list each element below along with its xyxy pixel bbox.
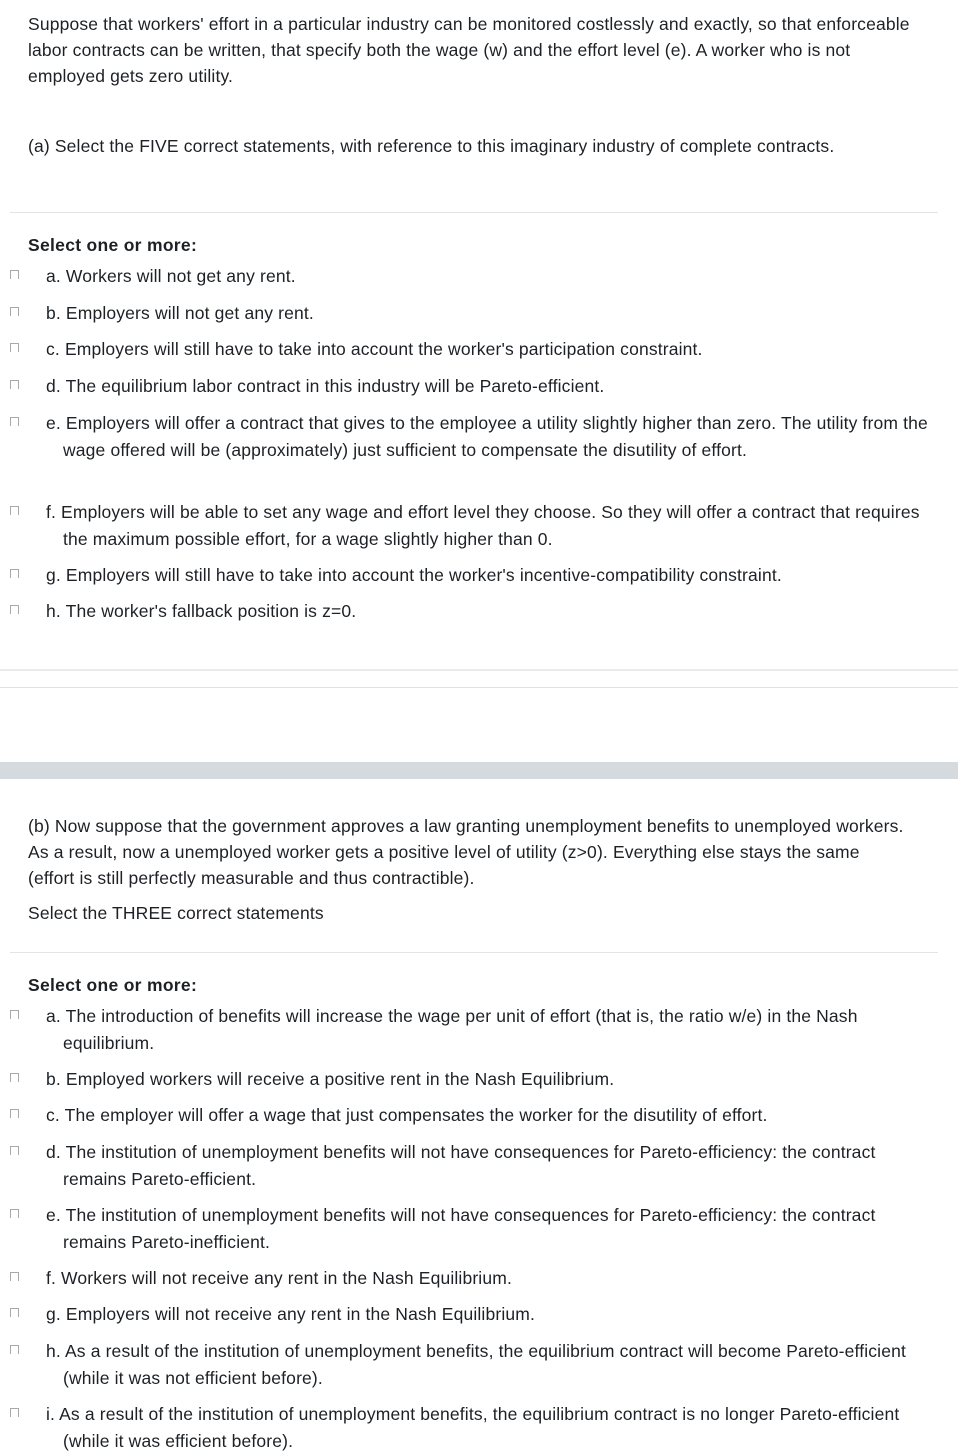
option-text: As a result of the institution of unemployment benefits, the equilibrium contract will become Pareto-efficient (while it was not efficient before).: [63, 1341, 906, 1388]
option-letter: b.: [46, 1069, 61, 1089]
option-letter: i.: [46, 1404, 56, 1424]
option-letter: f.: [46, 502, 57, 522]
option-checkbox[interactable]: [10, 506, 19, 515]
option-label[interactable]: [46, 1102, 938, 1129]
option-checkbox[interactable]: [10, 343, 19, 352]
option-text: The worker's fallback position is z=0.: [65, 601, 357, 621]
option-letter: c.: [46, 1105, 60, 1125]
option-checkbox[interactable]: [10, 605, 19, 614]
option-letter: d.: [46, 376, 61, 396]
option-label[interactable]: [46, 1301, 938, 1328]
option-checkbox[interactable]: [10, 1272, 19, 1281]
option-text: Employers will still have to take into account the worker's participation constraint.: [64, 339, 703, 359]
option-checkbox[interactable]: [10, 380, 19, 389]
option-checkbox[interactable]: [10, 1073, 19, 1082]
option-text: Employers will not get any rent.: [65, 303, 314, 323]
option-letter: a.: [46, 266, 61, 286]
question-a-intro: [28, 11, 928, 89]
option-label[interactable]: [46, 373, 938, 400]
option-label[interactable]: [46, 410, 938, 464]
option-text: The employer will offer a wage that just compensates the worker for the disutility of effort.: [64, 1105, 768, 1125]
card-top-edge: [0, 687, 958, 688]
option-checkbox[interactable]: [10, 1408, 19, 1417]
option-text: The introduction of benefits will increase the wage per unit of effort (that is, the ratio w/e) in the Nash equilibrium.: [63, 1006, 858, 1053]
option-text: Employers will still have to take into account the worker's incentive-compatibility constraint.: [65, 565, 782, 585]
option-label[interactable]: [46, 499, 938, 553]
option-text: The institution of unemployment benefits will not have consequences for Pareto-efficiency: the contract remains Pareto-efficient.: [63, 1142, 876, 1189]
option-letter: g.: [46, 1304, 61, 1324]
option-label[interactable]: [46, 1202, 938, 1256]
select-prompt-b: Select one or more:: [28, 975, 198, 995]
option-letter: c.: [46, 339, 60, 359]
option-label[interactable]: [46, 1338, 938, 1392]
option-label[interactable]: [46, 300, 938, 327]
option-label[interactable]: [46, 1139, 938, 1193]
card-bottom-edge: [0, 669, 958, 671]
option-letter: h.: [46, 1341, 61, 1361]
option-letter: h.: [46, 601, 61, 621]
option-checkbox[interactable]: [10, 270, 19, 279]
option-checkbox[interactable]: [10, 1345, 19, 1354]
option-letter: g.: [46, 565, 61, 585]
question-b-text: [28, 813, 908, 926]
option-letter: a.: [46, 1006, 61, 1026]
option-label[interactable]: [46, 263, 938, 290]
option-letter: d.: [46, 1142, 61, 1162]
option-text: Employers will be able to set any wage and effort level they choose. So they will offer a contract that requires the maximum possible effort, for a wage slightly higher than 0.: [61, 502, 920, 549]
question-a-intro-text: Suppose that workers' effort in a particular industry can be monitored costlessly and exactly, so that enforceable labor contracts can be written, that specify both the wage (w) and the effort level (e). A worker who is not employed gets zero utility.: [28, 14, 910, 86]
option-text: Workers will not receive any rent in the Nash Equilibrium.: [61, 1268, 512, 1288]
option-text: As a result of the institution of unemployment benefits, the equilibrium contract is no longer Pareto-efficient (while it was efficient before).: [59, 1404, 900, 1451]
question-a-text: [28, 133, 888, 159]
section-separator: [0, 762, 958, 779]
divider: [10, 212, 938, 213]
question-b-question: (b) Now suppose that the government approves a law granting unemployment benefits to unemployed workers. As a result, now a unemployed worker gets a positive level of utility (z>0). Everything else stays the same (effort is still perfectly measurable and thus contractible).: [28, 816, 904, 888]
option-label[interactable]: [46, 336, 938, 363]
option-text: Workers will not get any rent.: [65, 266, 296, 286]
option-letter: f.: [46, 1268, 57, 1288]
question-b-instruction: Select the THREE correct statements: [28, 903, 324, 923]
divider: [10, 952, 938, 953]
option-text: Employed workers will receive a positive rent in the Nash Equilibrium.: [65, 1069, 615, 1089]
option-label[interactable]: [46, 1003, 938, 1057]
option-checkbox[interactable]: [10, 1146, 19, 1155]
option-letter: e.: [46, 413, 61, 433]
option-checkbox[interactable]: [10, 569, 19, 578]
option-text: Employers will offer a contract that gives to the employee a utility slightly higher than zero. The utility from the wage offered will be (approximately) just sufficient to compensate the disutility of effort.: [63, 413, 928, 460]
option-text: Employers will not receive any rent in the Nash Equilibrium.: [65, 1304, 535, 1324]
question-a-question: (a) Select the FIVE correct statements, with reference to this imaginary industry of complete contracts.: [28, 136, 835, 156]
option-text: The institution of unemployment benefits will not have consequences for Pareto-efficiency: the contract remains Pareto-inefficient.: [63, 1205, 876, 1252]
option-checkbox[interactable]: [10, 1209, 19, 1218]
option-checkbox[interactable]: [10, 1109, 19, 1118]
option-label[interactable]: [46, 562, 938, 589]
option-label[interactable]: [46, 1265, 938, 1292]
option-checkbox[interactable]: [10, 1308, 19, 1317]
option-label[interactable]: [46, 1401, 938, 1455]
option-label[interactable]: [46, 1066, 938, 1093]
option-checkbox[interactable]: [10, 417, 19, 426]
option-text: The equilibrium labor contract in this industry will be Pareto-efficient.: [65, 376, 605, 396]
option-label[interactable]: [46, 598, 938, 625]
option-checkbox[interactable]: [10, 307, 19, 316]
option-letter: b.: [46, 303, 61, 323]
select-prompt-a: Select one or more:: [28, 235, 198, 255]
option-letter: e.: [46, 1205, 61, 1225]
option-checkbox[interactable]: [10, 1010, 19, 1019]
